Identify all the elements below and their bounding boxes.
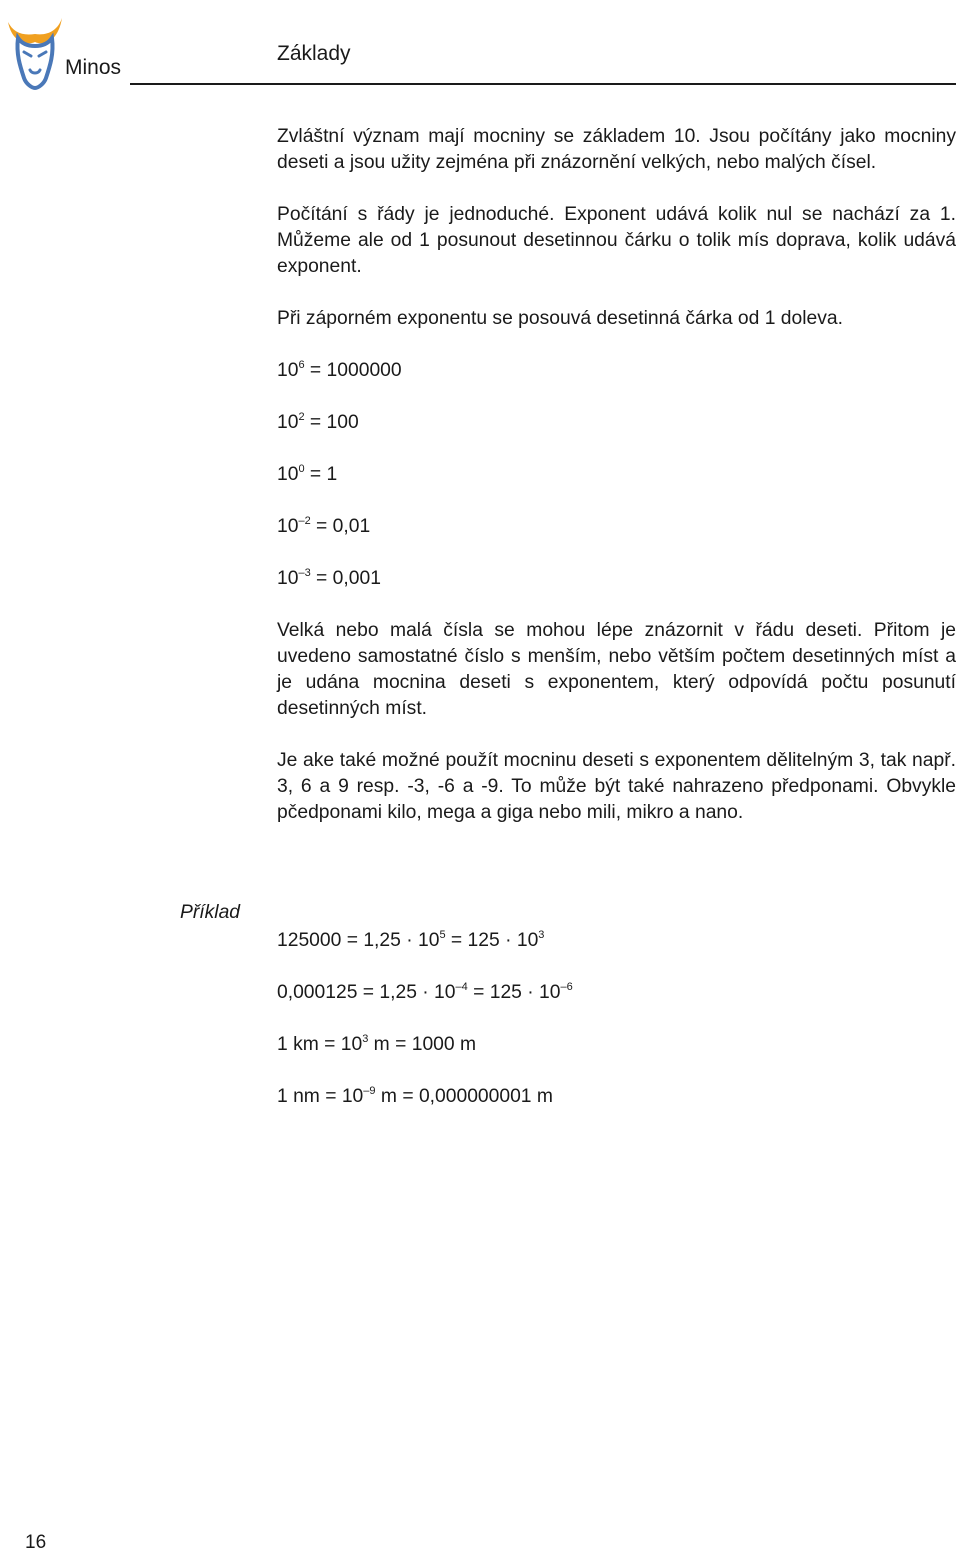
page-header bbox=[0, 0, 960, 95]
exponent: –9 bbox=[363, 1084, 376, 1097]
example-line: 1 km = $10^3$ m = 1000 m bbox=[277, 1032, 477, 1055]
section-title: Základy bbox=[277, 42, 351, 65]
exponent: –6 bbox=[560, 980, 573, 993]
paragraph-prefixes: Je ake také možné použít mocninu deseti s exponentem dělitelným 3, tak např. 3, 6 a 9 resp. -3, -6 a -9. To může být také nahrazeno předponami. Obvykle pčedponami kilo, mega a giga nebo mili, mikro a nano. bbox=[277, 750, 956, 823]
paragraph-scientific-notation: Velká nebo malá čísla se mohou lépe znázornit v řádu deseti. Přitom je uvedeno samostatné číslo s menším, nebo větším počtem desetinných míst a je udána mocnina deseti s exponentem, který odpovídá počtu posunutí desetinných míst. bbox=[277, 620, 956, 719]
power-row: $10^6 = 1000000$ bbox=[277, 358, 402, 381]
page-number: 16 bbox=[25, 1532, 47, 1553]
brand-name: Minos bbox=[65, 56, 122, 79]
example-line: $125000 = 1,25 \cdot 10^5 = 125 \cdot 10^3$ bbox=[277, 928, 545, 951]
minos-bull-logo-icon bbox=[4, 8, 66, 90]
exponent: –3 bbox=[298, 566, 311, 579]
paragraph-orders: Počítání s řády je jednoduché. Exponent udává kolik nul se nachází za 1. Můžeme ale od 1 posunout desetinnou čárku o tolik mís doprava, kolik udává exponent. bbox=[277, 204, 956, 277]
paragraph-negative-exponent: Při záporném exponentu se posouvá desetinná čárka od 1 doleva. bbox=[277, 308, 843, 329]
exponent: –4 bbox=[455, 980, 468, 993]
example-line: 1 nm = $10^{-9}$ m = 0,000000001 m bbox=[277, 1084, 553, 1107]
example-block bbox=[277, 928, 573, 1136]
exponent: 3 bbox=[538, 928, 545, 941]
power-row: $10^2 = 100$ bbox=[277, 410, 359, 433]
example-line: $0,000125 = 1,25 \cdot 10^{-4} = 125 \cdot 10^{-6}$ bbox=[277, 980, 573, 1003]
power-row: $10^0 = 1$ bbox=[277, 462, 338, 485]
main-content bbox=[277, 124, 956, 826]
exponent: –2 bbox=[298, 514, 311, 527]
exponent: 0 bbox=[298, 462, 305, 475]
power-row: $10^{-3} = 0,001$ bbox=[277, 566, 381, 589]
exponent: 3 bbox=[362, 1032, 369, 1045]
exponent: 5 bbox=[439, 928, 446, 941]
header-divider bbox=[130, 83, 956, 85]
example-label: Příklad bbox=[180, 902, 241, 923]
exponent: 6 bbox=[298, 358, 305, 371]
power-row: $10^{-2} = 0,01$ bbox=[277, 514, 371, 537]
paragraph-intro: Zvláštní význam mají mocniny se základem 10. Jsou počítány jako mocniny deseti a jsou užity zejména při znázornění velkých, nebo malých čísel. bbox=[277, 126, 956, 173]
exponent: 2 bbox=[298, 410, 305, 423]
